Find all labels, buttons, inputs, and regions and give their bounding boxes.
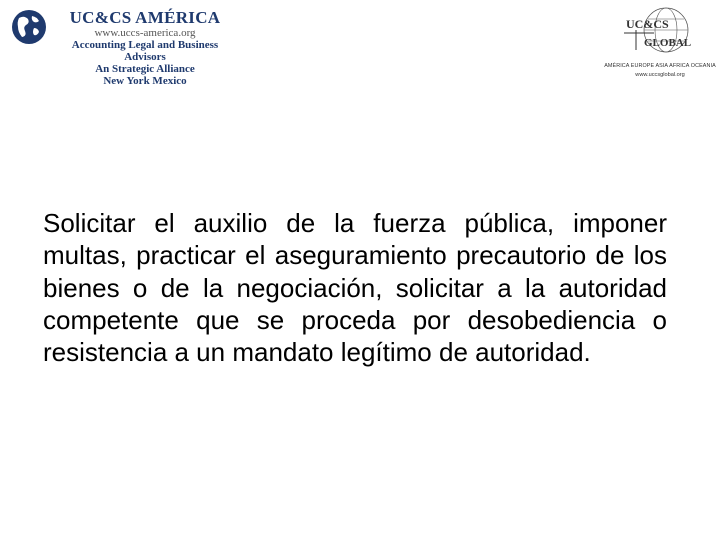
main-paragraph: Solicitar el auxilio de la fuerza pública, imponer multas, practicar el aseguramiento precautorio de los bienes o de la negociación, solicitar a la autoridad competente que se proceda por desobediencia o resistencia a un mandato legítimo de autoridad.	[43, 208, 667, 368]
brand-alliance: An Strategic Alliance	[95, 63, 195, 75]
brand-url: www.uccs-america.org	[94, 27, 196, 39]
brand-name: UC&CS AMÉRICA	[69, 8, 221, 27]
brand-locations: New York Mexico	[103, 75, 187, 87]
uccs-america-logo-block	[8, 6, 238, 87]
brand-tagline: Accounting Legal and Business Advisors	[71, 39, 219, 63]
global-tagline: AMÉRICA EUROPE ASIA AFRICA OCEANIA	[604, 63, 716, 69]
brand-text	[50, 6, 240, 87]
uccs-global-logo	[622, 6, 698, 60]
global-url: www.uccsglobal.org	[635, 72, 685, 78]
logo-top-text: UC&CS	[626, 17, 669, 31]
globe-icon	[10, 8, 48, 46]
logo-bottom-text: GLOBAL	[644, 37, 692, 49]
uccs-global-logo-block	[604, 6, 716, 82]
